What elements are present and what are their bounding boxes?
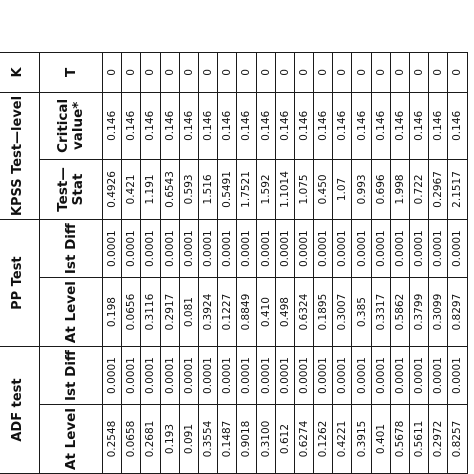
extra-cell: 0	[218, 52, 237, 92]
pp-first-diff-cell: 0.0001	[160, 220, 179, 278]
kpss-test-stat-cell: 1.7521	[237, 159, 256, 219]
kpss-test-header: KPSS Test—level	[0, 92, 40, 219]
extra-cell: 0	[237, 52, 256, 92]
table-row	[390, 52, 409, 473]
pp-first-diff-cell: 0.0001	[390, 220, 409, 278]
adf-first-diff-cell: 0.0001	[179, 347, 198, 405]
kpss-critical-value-cell: 0.146	[218, 92, 237, 159]
table-row	[122, 52, 141, 473]
adf-at-level-cell: 0.091	[179, 405, 198, 474]
adf-first-diff-cell: 0.0001	[122, 347, 141, 405]
adf-at-level-cell: 0.2548	[103, 405, 122, 474]
kpss-test-stat-cell: 0.593	[179, 159, 198, 219]
table-body	[103, 52, 468, 473]
table-row	[237, 52, 256, 473]
kpss-critical-value-cell: 0.146	[333, 92, 352, 159]
kpss-critical-value-cell: 0.146	[314, 92, 333, 159]
adf-first-diff-cell: 0.0001	[429, 347, 448, 405]
extra-cell: 0	[429, 52, 448, 92]
adf-at-level-cell: 0.401	[371, 405, 390, 474]
adf-at-level-cell: 0.3554	[198, 405, 217, 474]
pp-at-level-cell: 0.6324	[294, 278, 313, 347]
adf-first-diff-cell: 0.0001	[218, 347, 237, 405]
pp-first-diff-cell: 0.0001	[122, 220, 141, 278]
adf-first-diff-cell: 0.0001	[103, 347, 122, 405]
adf-at-level-cell: 0.1262	[314, 405, 333, 474]
pp-first-diff-header: Ist Diff	[40, 220, 103, 278]
adf-first-diff-cell: 0.0001	[275, 347, 294, 405]
kpss-critical-value-cell: 0.146	[429, 92, 448, 159]
adf-at-level-cell: 0.612	[275, 405, 294, 474]
pp-at-level-cell: 0.3799	[410, 278, 429, 347]
table-row	[429, 52, 448, 473]
table-row	[333, 52, 352, 473]
extra-cell: 0	[103, 52, 122, 92]
kpss-test-stat-cell: 1.592	[256, 159, 275, 219]
pp-at-level-cell: 0.198	[103, 278, 122, 347]
pp-first-diff-cell: 0.0001	[371, 220, 390, 278]
extra-cell: 0	[141, 52, 160, 92]
pp-at-level-cell: 0.3116	[141, 278, 160, 347]
adf-at-level-cell: 0.193	[160, 405, 179, 474]
pp-first-diff-cell: 0.0001	[294, 220, 313, 278]
pp-at-level-cell: 0.3924	[198, 278, 217, 347]
adf-first-diff-cell: 0.0001	[390, 347, 409, 405]
adf-first-diff-cell: 0.0001	[237, 347, 256, 405]
adf-at-level-cell: 0.0658	[122, 405, 141, 474]
kpss-test-stat-cell: 0.722	[410, 159, 429, 219]
table-row	[294, 52, 313, 473]
adf-at-level-cell: 0.8257	[448, 405, 467, 474]
kpss-critical-value-cell: 0.146	[352, 92, 371, 159]
pp-first-diff-cell: 0.0001	[410, 220, 429, 278]
kpss-test-stat-cell: 1.07	[333, 159, 352, 219]
pp-at-level-cell: 0.3099	[429, 278, 448, 347]
kpss-critical-value-header: Critical value*	[40, 92, 103, 159]
extra-cell: 0	[352, 52, 371, 92]
kpss-test-stat-cell: 1.075	[294, 159, 313, 219]
table-row	[198, 52, 217, 473]
pp-at-level-header: At Level	[40, 278, 103, 347]
pp-at-level-cell: 0.0656	[122, 278, 141, 347]
adf-first-diff-cell: 0.0001	[448, 347, 467, 405]
adf-at-level-cell: 0.1487	[218, 405, 237, 474]
kpss-critical-value-cell: 0.146	[160, 92, 179, 159]
extra-cell: 0	[198, 52, 217, 92]
kpss-critical-value-cell: 0.146	[390, 92, 409, 159]
extra-cell: 0	[122, 52, 141, 92]
pp-first-diff-cell: 0.0001	[314, 220, 333, 278]
adf-first-diff-cell: 0.0001	[314, 347, 333, 405]
kpss-test-stat-cell: 0.696	[371, 159, 390, 219]
table-row	[371, 52, 390, 473]
kpss-critical-value-cell: 0.146	[103, 92, 122, 159]
kpss-critical-value-cell: 0.146	[198, 92, 217, 159]
pp-at-level-cell: 0.5862	[390, 278, 409, 347]
adf-first-diff-cell: 0.0001	[333, 347, 352, 405]
adf-at-level-cell: 0.5611	[410, 405, 429, 474]
adf-at-level-header: At Level	[40, 405, 103, 474]
adf-at-level-cell: 0.3915	[352, 405, 371, 474]
extra-cell: 0	[179, 52, 198, 92]
pp-first-diff-cell: 0.0001	[218, 220, 237, 278]
table-row	[141, 52, 160, 473]
adf-at-level-cell: 0.6274	[294, 405, 313, 474]
pp-at-level-cell: 0.1895	[314, 278, 333, 347]
extra-cell: 0	[275, 52, 294, 92]
kpss-test-stat-cell: 1.1014	[275, 159, 294, 219]
adf-at-level-cell: 0.2972	[429, 405, 448, 474]
kpss-test-stat-cell: 0.5491	[218, 159, 237, 219]
group-header-row	[0, 52, 40, 473]
pp-first-diff-cell: 0.0001	[237, 220, 256, 278]
kpss-test-stat-cell: 0.2967	[429, 159, 448, 219]
adf-first-diff-cell: 0.0001	[256, 347, 275, 405]
sub-header-row	[40, 52, 103, 473]
adf-first-diff-cell: 0.0001	[294, 347, 313, 405]
adf-first-diff-cell: 0.0001	[410, 347, 429, 405]
pp-at-level-cell: 0.8849	[237, 278, 256, 347]
table-row	[160, 52, 179, 473]
pp-at-level-cell: 0.410	[256, 278, 275, 347]
adf-at-level-cell: 0.5678	[390, 405, 409, 474]
adf-at-level-cell: 0.3100	[256, 405, 275, 474]
extra-cell: 0	[390, 52, 409, 92]
kpss-critical-value-cell: 0.146	[275, 92, 294, 159]
pp-at-level-cell: 0.385	[352, 278, 371, 347]
adf-test-header: ADF test	[0, 347, 40, 474]
extra-cell: 0	[448, 52, 467, 92]
pp-first-diff-cell: 0.0001	[352, 220, 371, 278]
pp-at-level-cell: 0.081	[179, 278, 198, 347]
adf-at-level-cell: 0.9018	[237, 405, 256, 474]
kpss-critical-value-cell: 0.146	[179, 92, 198, 159]
pp-test-header: PP Test	[0, 220, 40, 347]
kpss-critical-value-cell: 0.146	[371, 92, 390, 159]
adf-first-diff-header: Ist Diff	[40, 347, 103, 405]
extra-cell: 0	[314, 52, 333, 92]
pp-first-diff-cell: 0.0001	[141, 220, 160, 278]
extra-cell: 0	[410, 52, 429, 92]
pp-first-diff-cell: 0.0001	[448, 220, 467, 278]
kpss-test-stat-header: Test— Stat	[40, 159, 103, 219]
kpss-test-stat-cell: 1.191	[141, 159, 160, 219]
pp-at-level-cell: 0.8297	[448, 278, 467, 347]
pp-at-level-cell: 0.498	[275, 278, 294, 347]
adf-first-diff-cell: 0.0001	[160, 347, 179, 405]
pp-first-diff-cell: 0.0001	[256, 220, 275, 278]
kpss-critical-value-cell: 0.146	[410, 92, 429, 159]
unit-root-test-table	[0, 52, 468, 474]
kpss-test-stat-cell: 2.1517	[448, 159, 467, 219]
table-row	[410, 52, 429, 473]
kpss-test-stat-cell: 0.450	[314, 159, 333, 219]
table-row	[179, 52, 198, 473]
adf-first-diff-cell: 0.0001	[141, 347, 160, 405]
kpss-test-stat-cell: 1.998	[390, 159, 409, 219]
extra-t-header: T	[40, 52, 103, 92]
extra-cell: 0	[371, 52, 390, 92]
pp-first-diff-cell: 0.0001	[103, 220, 122, 278]
pp-at-level-cell: 0.1227	[218, 278, 237, 347]
adf-first-diff-cell: 0.0001	[371, 347, 390, 405]
extra-cell: 0	[256, 52, 275, 92]
kpss-test-stat-cell: 1.516	[198, 159, 217, 219]
adf-at-level-cell: 0.4221	[333, 405, 352, 474]
pp-first-diff-cell: 0.0001	[429, 220, 448, 278]
table-row	[448, 52, 467, 473]
kpss-critical-value-cell: 0.146	[448, 92, 467, 159]
kpss-critical-value-cell: 0.146	[294, 92, 313, 159]
table-row	[314, 52, 333, 473]
pp-first-diff-cell: 0.0001	[198, 220, 217, 278]
kpss-critical-value-cell: 0.146	[237, 92, 256, 159]
extra-cell: 0	[160, 52, 179, 92]
kpss-test-stat-cell: 0.6543	[160, 159, 179, 219]
adf-first-diff-cell: 0.0001	[198, 347, 217, 405]
pp-at-level-cell: 0.2917	[160, 278, 179, 347]
extra-cell: 0	[294, 52, 313, 92]
kpss-test-stat-cell: 0.993	[352, 159, 371, 219]
table-row	[275, 52, 294, 473]
extra-cell: 0	[333, 52, 352, 92]
table-row	[218, 52, 237, 473]
extra-k-header: K	[0, 52, 40, 92]
kpss-critical-value-cell: 0.146	[256, 92, 275, 159]
kpss-test-stat-cell: 0.421	[122, 159, 141, 219]
table-row	[352, 52, 371, 473]
pp-first-diff-cell: 0.0001	[333, 220, 352, 278]
pp-at-level-cell: 0.3007	[333, 278, 352, 347]
pp-at-level-cell: 0.3317	[371, 278, 390, 347]
kpss-test-stat-cell: 0.4926	[103, 159, 122, 219]
pp-first-diff-cell: 0.0001	[179, 220, 198, 278]
pp-first-diff-cell: 0.0001	[275, 220, 294, 278]
table-row	[256, 52, 275, 473]
kpss-critical-value-cell: 0.146	[122, 92, 141, 159]
kpss-critical-value-cell: 0.146	[141, 92, 160, 159]
adf-first-diff-cell: 0.0001	[352, 347, 371, 405]
adf-at-level-cell: 0.2681	[141, 405, 160, 474]
table-row	[103, 52, 122, 473]
